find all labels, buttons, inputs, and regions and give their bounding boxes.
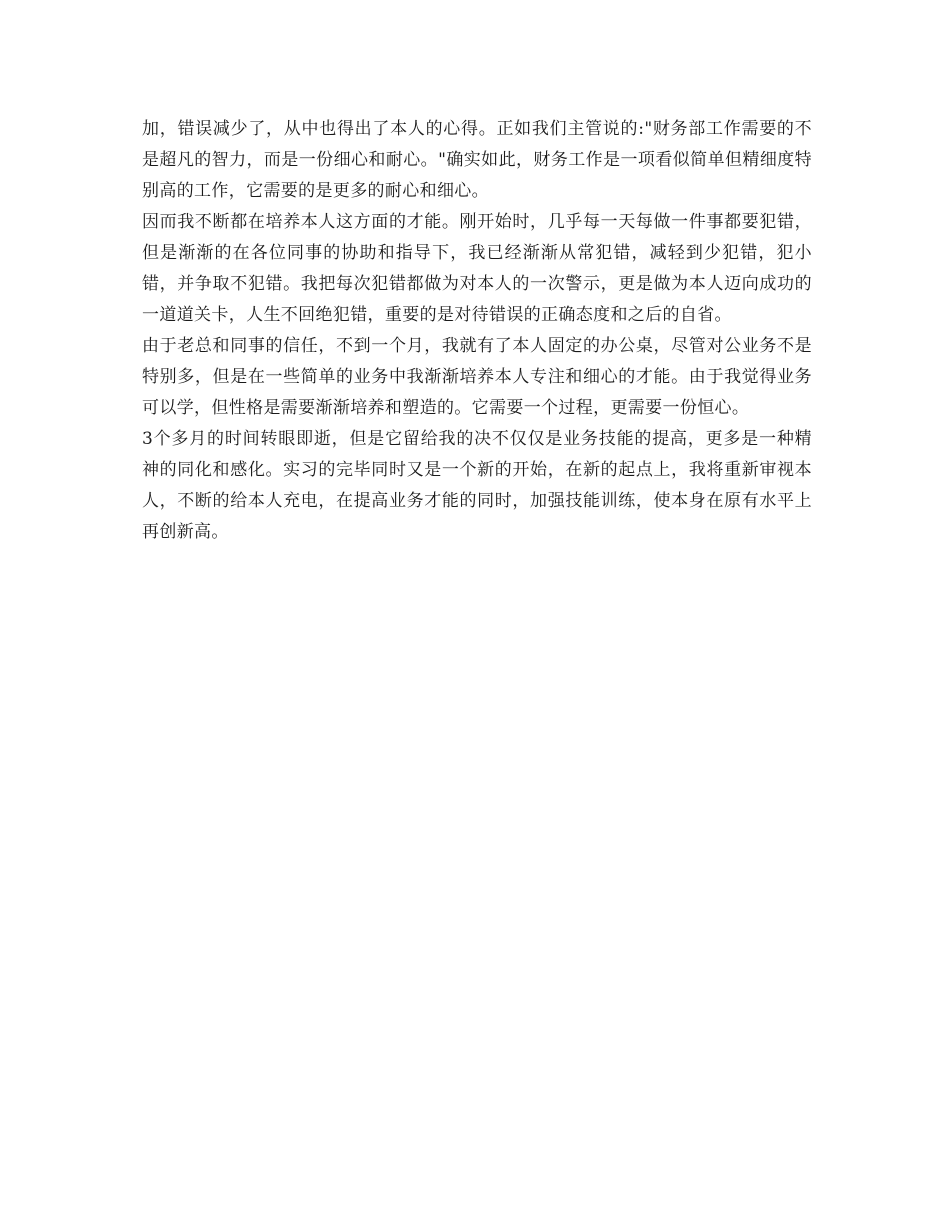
paragraph-3: 由于老总和同事的信任，不到一个月，我就有了本人固定的办公桌，尽管对公业务不是特别多，但是在一些简单的业务中我渐渐培养本人专注和细心的才能。由于我觉得业务可以学，但性格是需要渐渐培养和塑造的。它需要一个过程，更需要一份恒心。 [142,336,812,418]
paragraph-4: 3个多月的时间转眼即逝，但是它留给我的决不仅仅是业务技能的提高，更多是一种精神的同化和感化。实习的完毕同时又是一个新的开始，在新的起点上，我将重新审视本人，不断的给本人充电，在提高业务才能的同时，加强技能训练，使本身在原有水平上再创新高。 [142,429,812,542]
document-body [142,114,812,548]
paragraph-2: 因而我不断都在培养本人这方面的才能。刚开始时，几乎每一天每做一件事都要犯错，但是渐渐的在各位同事的协助和指导下，我已经渐渐从常犯错，减轻到少犯错，犯小错，并争取不犯错。我把每次犯错都做为对本人的一次警示，更是做为本人迈向成功的一道道关卡，人生不回绝犯错，重要的是对待错误的正确态度和之后的自省。 [142,212,812,325]
paragraph-1: 加，错误减少了，从中也得出了本人的心得。正如我们主管说的:"财务部工作需要的不是超凡的智力，而是一份细心和耐心。"确实如此，财务工作是一项看似简单但精细度特别高的工作，它需要的是更多的耐心和细心。 [142,119,812,201]
